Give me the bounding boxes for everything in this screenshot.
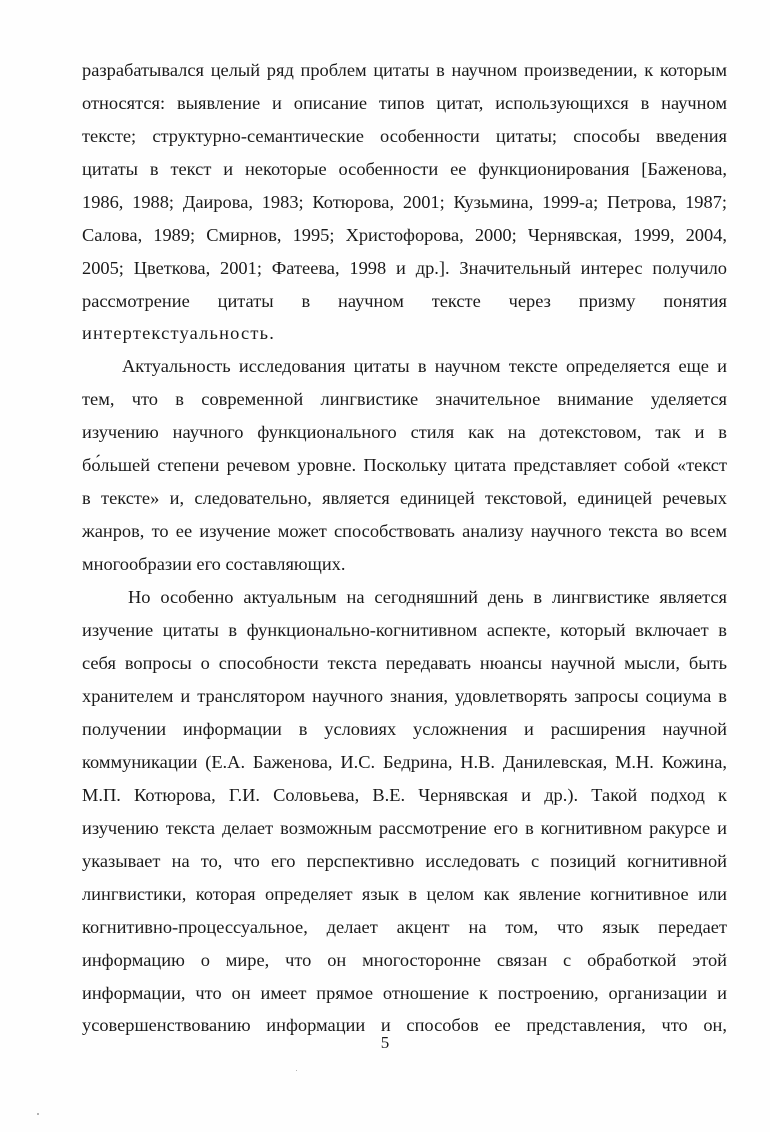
paragraph-first-line: Но особенно актуальным на сегодняшний день в лингвистике является: [128, 587, 727, 607]
text-line: коммуникации (Е.А. Баженова, И.С. Бедрина, Н.В. Данилевская, М.Н. Кожина,: [82, 752, 727, 772]
text-line: изучение цитаты в функционально-когнитивном аспекте, который включает в: [82, 620, 727, 640]
text-line: бо́льшей степени речевом уровне. Поскольку цитата представляет собой «текст: [82, 455, 727, 475]
text-line: 2005; Цветкова, 2001; Фатеева, 1998 и др.]. Значительный интерес получило: [82, 258, 727, 278]
text-line: интертекстуальность.: [82, 323, 275, 343]
text-line: разрабатывался целый ряд проблем цитаты в научном произведении, к которым: [82, 60, 727, 80]
text-line: хранителем и транслятором научного знания, удовлетворять запросы социума в: [82, 686, 727, 706]
text-line: когнитивно-процессуальное, делает акцент на том, что язык передает: [82, 917, 727, 937]
page-number: 5: [380, 1033, 390, 1052]
text-line: тем, что в современной лингвистике значительное внимание уделяется: [82, 389, 727, 409]
text-line: Салова, 1989; Смирнов, 1995; Христофорова, 2000; Чернявская, 1999, 2004,: [82, 225, 727, 245]
text-line: информацию о мире, что он многосторонне связан с обработкой этой: [82, 950, 727, 970]
text-line: информации, что он имеет прямое отношение к построению, организации и: [82, 983, 727, 1003]
text-line: жанров, то ее изучение может способствовать анализу научного текста во всем: [82, 521, 727, 541]
text-line: изучению текста делает возможным рассмотрение его в когнитивном ракурсе и: [82, 818, 727, 838]
text-line: 1986, 1988; Даирова, 1983; Котюрова, 2001; Кузьмина, 1999-а; Петрова, 1987;: [82, 192, 727, 212]
text-line: лингвистики, которая определяет язык в целом как явление когнитивное или: [82, 884, 727, 904]
scan-speck: [37, 1113, 39, 1115]
text-line: указывает на то, что его перспективно исследовать с позиций когнитивной: [82, 851, 727, 871]
text-line: усовершенствованию информации и способов ее представления, что он,: [82, 1015, 727, 1035]
text-line: тексте; структурно-семантические особенности цитаты; способы введения: [82, 126, 727, 146]
text-line: получении информации в условиях усложнения и расширения научной: [82, 719, 727, 739]
text-line: относятся: выявление и описание типов цитат, использующихся в научном: [82, 93, 727, 113]
paragraph-first-line: Актуальность исследования цитаты в научном тексте определяется еще и: [122, 356, 727, 376]
text-line: М.П. Котюрова, Г.И. Соловьева, В.Е. Чернявская и др.). Такой подход к: [82, 785, 727, 805]
scan-speck: [296, 1070, 297, 1071]
text-line: в тексте» и, следовательно, является единицей текстовой, единицей речевых: [82, 488, 727, 508]
text-line: рассмотрение цитаты в научном тексте через призму понятия: [82, 291, 727, 311]
text-line: себя вопросы о способности текста передавать нюансы научной мысли, быть: [82, 653, 727, 673]
text-line: цитаты в текст и некоторые особенности ее функционирования [Баженова,: [82, 159, 727, 179]
text-line: изучению научного функционального стиля как на дотекстовом, так и в: [82, 422, 727, 442]
text-line: многообразии его составляющих.: [82, 554, 346, 574]
